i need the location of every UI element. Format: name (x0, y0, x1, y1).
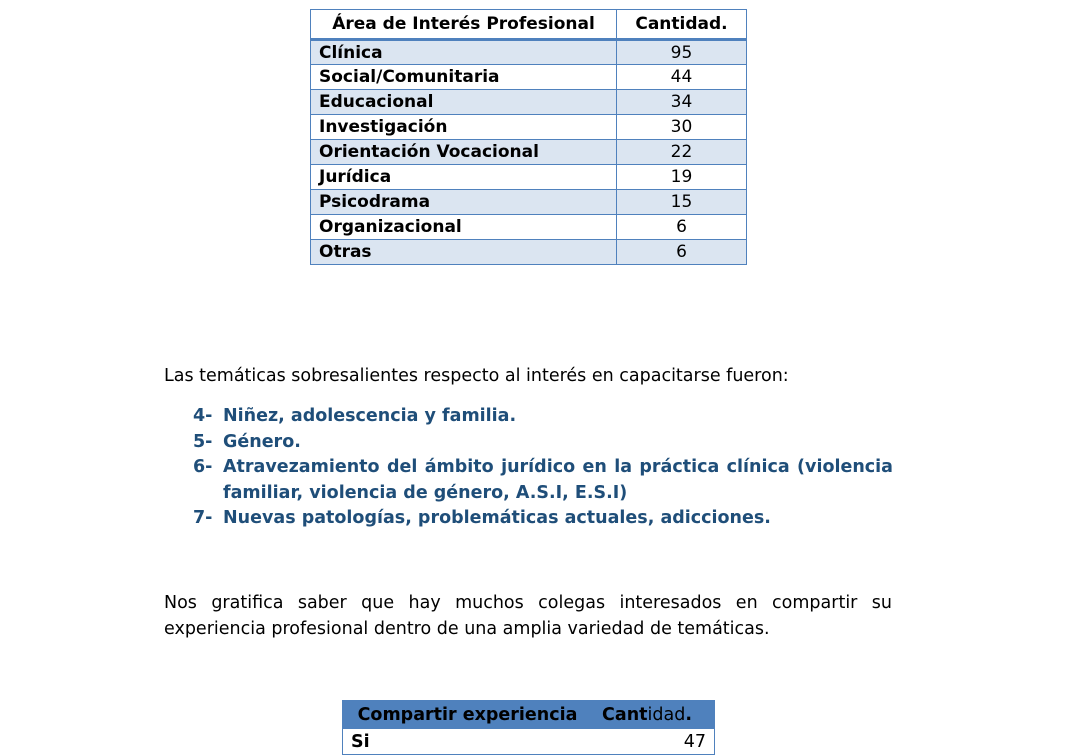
table-row (311, 115, 747, 140)
cell-quantity: 19 (617, 165, 747, 190)
cell-area: Educacional (311, 90, 617, 115)
table-row (311, 190, 747, 215)
list-item (193, 455, 893, 506)
column-header-quantity-bold: Cant (602, 704, 648, 725)
closing-paragraph: Nos gratifica saber que hay muchos colegas interesados en compartir su experiencia profesional dentro de una amplia variedad de temáticas. (164, 593, 892, 639)
cell-quantity: 22 (617, 140, 747, 165)
cell-area: Social/Comunitaria (311, 65, 617, 90)
interest-area-table (310, 9, 747, 265)
table-row (311, 140, 747, 165)
cell-area: Clínica (311, 40, 617, 65)
cell-quantity: 6 (617, 240, 747, 265)
cell-quantity: 44 (617, 65, 747, 90)
table-row (311, 90, 747, 115)
cell-area: Otras (311, 240, 617, 265)
cell-quantity: 15 (617, 190, 747, 215)
table-row (311, 165, 747, 190)
column-header-quantity (593, 701, 715, 729)
column-header-quantity: Cantidad. (617, 10, 747, 40)
table-row (311, 240, 747, 265)
list-item-text: Atravezamiento del ámbito jurídico en la práctica clínica (violencia familiar, violencia de género, A.S.I, E.S.I) (223, 457, 893, 503)
list-item (193, 506, 893, 532)
cell-area: Organizacional (311, 215, 617, 240)
list-item-number: 4- (193, 406, 213, 426)
table-header-row (311, 10, 747, 40)
table-row (311, 215, 747, 240)
column-header-area: Compartir experiencia (343, 701, 593, 729)
list-item-text: Niñez, adolescencia y familia. (223, 406, 517, 426)
table-row (343, 729, 715, 755)
cell-quantity: 47 (593, 729, 715, 755)
table-row (311, 40, 747, 65)
table-header-row (343, 701, 715, 729)
list-item (193, 404, 893, 430)
cell-area: Investigación (311, 115, 617, 140)
share-experience-table (342, 700, 715, 755)
list-item-number: 5- (193, 431, 213, 452)
list-item-text: Nuevas patologías, problemáticas actuales, adicciones. (223, 508, 771, 528)
column-header-quantity-end: . (685, 704, 692, 725)
cell-quantity: 95 (617, 40, 747, 65)
cell-quantity: 6 (617, 215, 747, 240)
cell-area: Orientación Vocacional (311, 140, 617, 165)
list-item-number: 6- (193, 457, 213, 477)
table-row (311, 65, 747, 90)
cell-area: Si (343, 729, 593, 755)
cell-quantity: 30 (617, 115, 747, 140)
list-item-text: Género. (223, 431, 301, 452)
column-header-area: Área de Interés Profesional (311, 10, 617, 40)
list-item (193, 430, 893, 456)
topics-list (193, 404, 893, 532)
intro-paragraph: Las temáticas sobresalientes respecto al interés en capacitarse fueron: (164, 366, 789, 386)
column-header-quantity-light: idad (647, 704, 686, 725)
cell-quantity: 34 (617, 90, 747, 115)
cell-area: Jurídica (311, 165, 617, 190)
cell-area: Psicodrama (311, 190, 617, 215)
list-item-number: 7- (193, 508, 213, 528)
